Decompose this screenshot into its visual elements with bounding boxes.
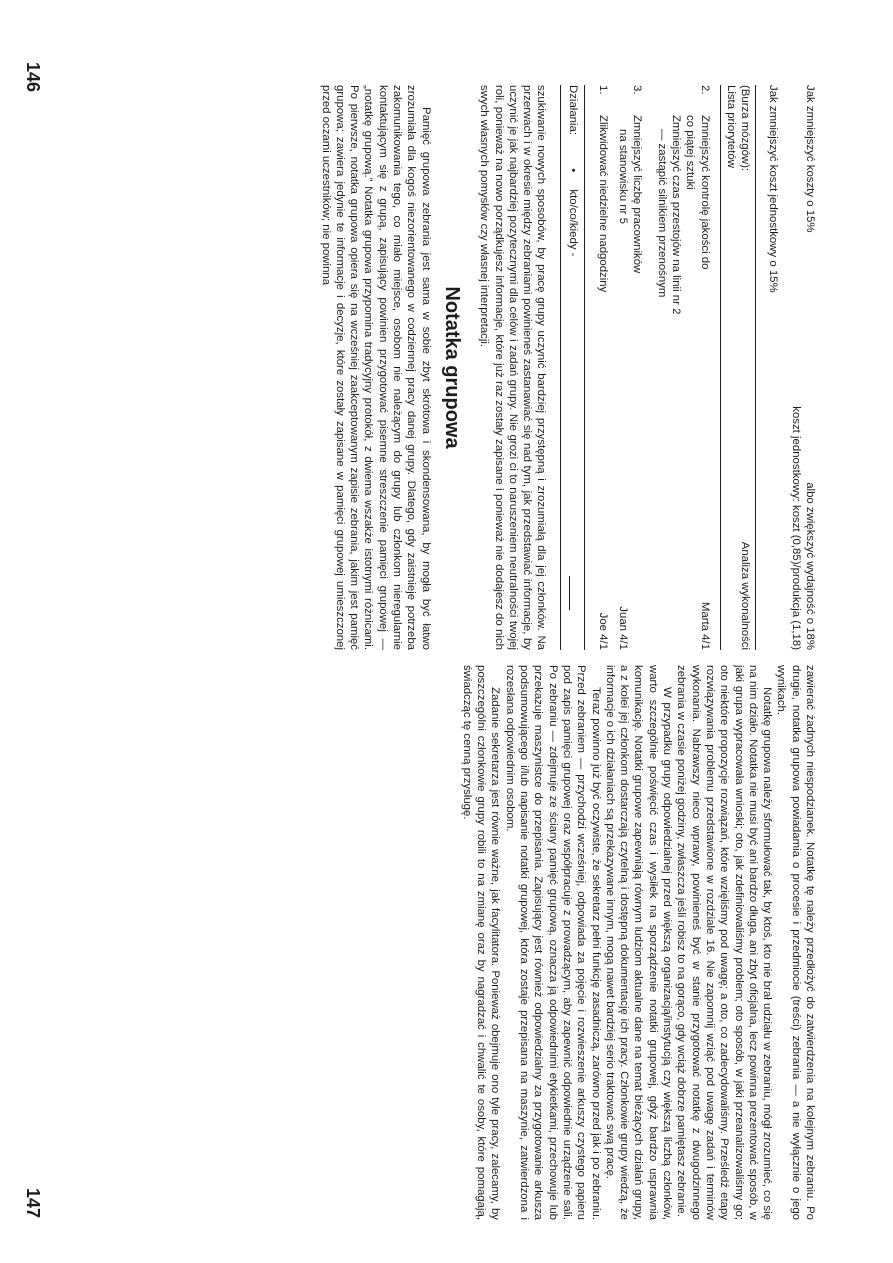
paragraph-right-4: Teraz powinno już być oczywiste, że sekretarz pełni funkcję zasadniczą, zarówno przed jak i po zebraniu. Przed zebraniem — przychodzi wcześniej, odpowiada za pojęcie i rozwieszenie arkuszy czystego papieru pod zapis pamięci grupowej oraz współpracuje z prowadzącym, aby zapewnić odpowiednie urządzenie sali. Po zebraniu — zdejmuje ze ściany pamięć grupową, oznacza ją odpowiednimi etykietkami, przechowuje lub przekazuje maszynistce do przepisania. Zapisujący jest również odpowiedzialny za przygotowanie arkusza podsumowującego i/lub napisanie notatki grupowej, która zostaje przepisana na maszynie, zatwierdzona i rozesłana odpowiednim osobom. (503, 665, 602, 1220)
table-head-rule (720, 85, 721, 650)
paragraph-left-2: Pamięć grupowa zebrania jest sama w sobie zbyt skrótowa i skondensowana, by mogła być łatwo zrozumiała dla kogoś niezorientowanego w codziennej pracy danej grupy. Dlatego, gdy zaistnieje potrzeba zakomunikowania tego, co miało miejsce, osobom nie należącym do grupy lub członkom nieregularnie kontaktującym się z grupą, zapisujący powinien przygotować pisemne streszczenie pamięci grupowej — „notatkę grupową.” Notatka grupowa przypomina tradycyjny protokół, z dwiema wszakże istotnymi różnicami. Po pierwsze, notatka grupowa opiera się na wcześniej zaakceptowanym zapisie zebrania, jakim jest pamięć grupowa; zawiera jedynie te informacje i decyzje, które zostały zapisane w pamięci grupowej umieszczonej przed oczami uczestników; nie powinna (319, 85, 432, 650)
table-head: (Burza mózgów): Analiza wykonalności (739, 85, 752, 650)
left-page (318, 85, 817, 650)
paragraph-right-5: Zadanie sekretarza jest równie ważne, jak facylitatora. Ponieważ obejmuje ono tyle pracy, zalecamy, by poszczególni członkowie grupy robili to na zmianę oraz by nagradzać i chwalić te osoby, które pomagają, świadcząc tę cenną przysługę. (460, 665, 502, 1220)
paragraph-right-2: Notatkę grupowa należy sformułować tak, by ktoś, kto nie brał udziału w zebraniu, mógł zrozumieć, co się na nim działo. Notatka nie musi być ani bardzo długa, ani zbyt oficjalna, lecz powinna prezentować sposób, w jaki grupa wypracowała wnioski; oto, jak zdefiniowaliśmy problem; oto sposób, w jaki przeanalizowaliśmy go; oto niektóre propozycje rozwiązań, które wzięliśmy pod uwagę; a oto, co zadecydowaliśmy. Prześledź etapy rozwiązywania problemu przedstawione w rozdziale 16. Nie zapomnij wziąć pod uwagę zadań i terminów wykonania. Nabrawszy nieco wprawy, powinieneś być w stanie przygotować notatkę z dwugodzinnego zebrania w czasie poniżej godziny, zwłaszcza jeśli robisz to na gorąco, gdy wciąż dobrze pamiętasz zebranie. (675, 665, 774, 1220)
actions-row: Działania: • kto/co/kiedy - (564, 85, 580, 650)
page-number-right: 147 (23, 1188, 43, 1219)
header-line-2: koszt jednostkowy: koszt (0,85)/produkcja (1,18) (789, 406, 802, 650)
paragraph-right-1: zawierać żadnych niespodzianek. Notatkę tę należy przedłożyć do zatwierdzenia na kolejnym zebraniu. Po drugie, notatka grupowa powiadamia o procesie i przedmiocie (treści) zebrania — a nie wyłącznie o jego wynikach. (775, 665, 816, 1220)
actions-rule (560, 85, 561, 650)
table-subhead: Lista priorytetów (724, 85, 737, 168)
actions-blank-line (569, 576, 570, 610)
table-bottom-rule (584, 85, 585, 650)
paragraph-right-3: W przypadku grupy odpowiedzialnej przed większą organizacją/instytucją czy większą liczbą członków, warto szczególnie poświęcić czas i wysiłek na sporządzenie notatki grupowej, gdyż bardzo usprawnia komunikację. Notatki grupowe zapewniają równym ludziom aktualne dane na temat bieżących działań grupy, a z kolei jej członkom dostarczają czytelną i dostępną dokumentację ich pracy. Członkowie grupy wiedzą, że informacje o ich działaniach są przekazywane innym, mogą nawet bardziej serio traktować swą pracę. (603, 665, 674, 1220)
header-line-3: Jak zmniejszyć koszt jednostkowy o 15% (767, 85, 780, 293)
right-page (460, 665, 817, 1220)
priority-item-2: 3. Juan 4/1 Zmniejszyć liczbę pracowników na stanowisku nr 5 (617, 85, 644, 650)
paragraph-left-1: szukiwanie nowych sposobów, by pracę grupy uczynić bardziej przystępną i zrozumiałą dla jej członków. Na przerwach i w okresie między zebraniami powinieneś zastanawiać się nad tym, jak przedstawiać informacje, by uczynić je jak najbardziej pozytecznymi dla celów i zadań grupy. Nie grozi ci to naruszeniem neutralności twojej roli, ponieważ na nowo porządkujesz informacje, które już raz zostały zapisane i ponieważ nie dodajesz do nich swych własnych pomysłów czy własnej interpretacji. (478, 85, 548, 650)
section-title: Notatka grupowa (440, 286, 463, 449)
page-number-left: 146 (23, 62, 43, 93)
priority-item-1: 2. Marta 4/1 Zmniejszyć kontrolę jakości do co piątej sztuki Zmniejszyć czas przestojów na linii nr 2 — zastąpić silnikiem przenośnym (655, 85, 711, 650)
table-top-rule (755, 85, 756, 650)
priority-item-3: 1. Joe 4/1 Zlikwidować niedzielne nadgodziny (596, 85, 609, 650)
header-line-1: Jak zmniejszyć koszty o 15% albo zwiększyć wydajność o 18% (804, 85, 816, 650)
